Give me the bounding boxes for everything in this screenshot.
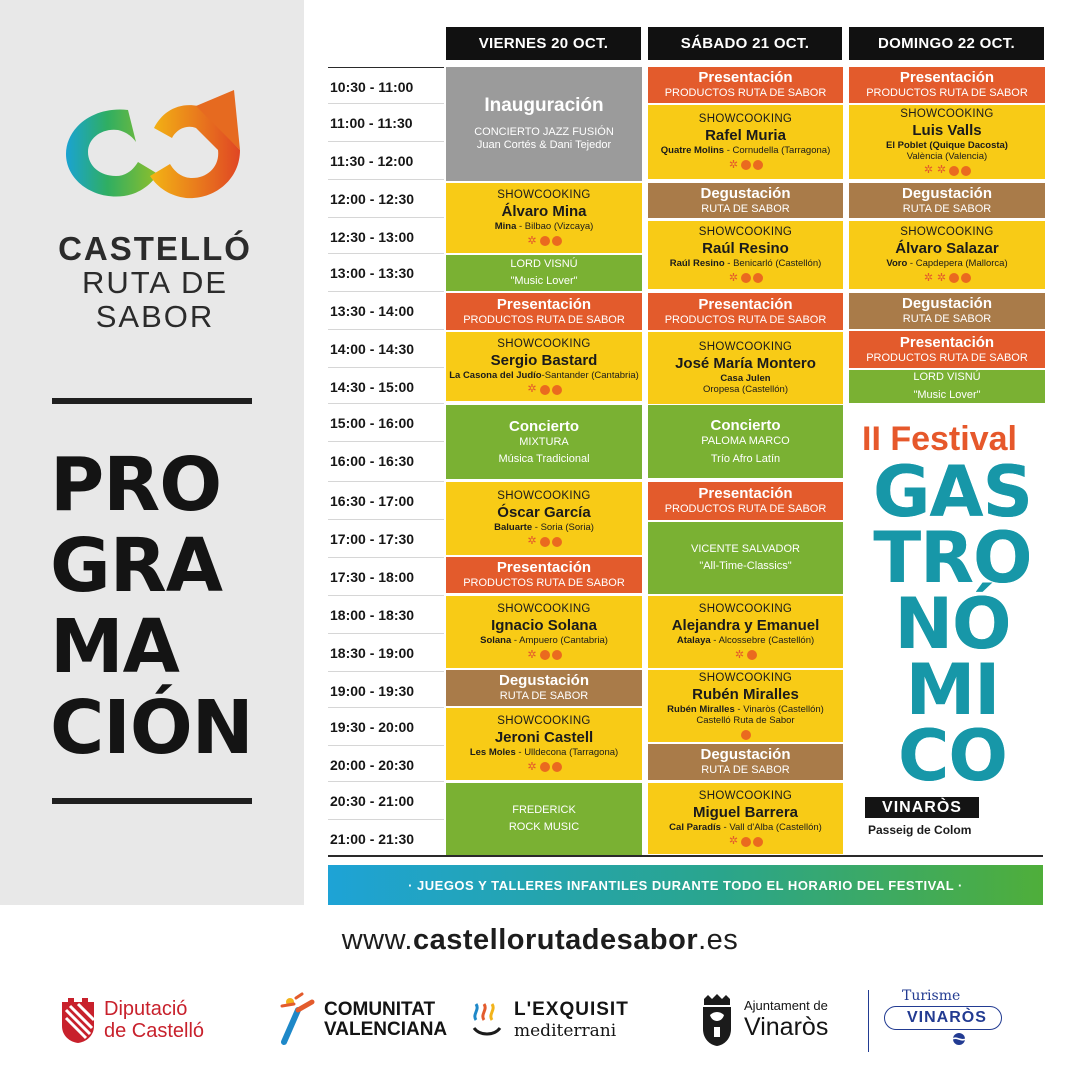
award-icons <box>923 273 971 284</box>
diputacio-line-2: de Castelló <box>104 1020 205 1042</box>
event-title: Concierto <box>508 417 579 435</box>
festival-edition: II Festival <box>862 420 1017 458</box>
kids-activities-banner: · JUEGOS Y TALLERES INFANTILES DURANTE TODO EL HORARIO DEL FESTIVAL · <box>328 865 1043 905</box>
event-location: - Ulldecona (Tarragona) <box>515 747 619 759</box>
event-title: Degustación <box>498 672 589 690</box>
repsol-sun-icon <box>540 236 550 246</box>
repsol-sun-icon <box>741 837 751 847</box>
repsol-sun-icon <box>753 160 763 170</box>
event-tag: SHOWCOOKING <box>698 113 793 126</box>
event-title: Degustación <box>700 184 791 202</box>
event-line-1: PRODUCTOS RUTA DE SABOR <box>463 577 625 590</box>
event-restaurant: Baluarte <box>494 521 533 533</box>
sponsor-divider <box>868 990 869 1052</box>
repsol-sun-icon <box>540 385 550 395</box>
event-line-2: Juan Cortés & Dani Tejedor <box>476 139 612 152</box>
brand-line-1: CASTELLÓ <box>58 230 252 267</box>
event-line-1: RUTA DE SABOR <box>701 202 790 215</box>
festival-word-5: CO <box>898 715 1007 797</box>
event-title: Raúl Resino <box>702 240 789 258</box>
sponsor-comunitat-valenciana <box>278 988 447 1052</box>
event-venue <box>661 145 830 156</box>
repsol-sun-icon <box>741 160 751 170</box>
award-icons <box>527 762 562 773</box>
event-line-2: "Music Lover" <box>913 388 981 401</box>
event-line-1: FREDERICK <box>512 803 576 816</box>
event-line-1: PRODUCTOS RUTA DE SABOR <box>664 313 827 326</box>
day-header-sunday: DOMINGO 22 OCT. <box>849 27 1044 60</box>
event-tag: SHOWCOOKING <box>497 189 591 202</box>
sponsor-diputacio <box>60 988 204 1052</box>
time-slot: 14:30 - 15:00 <box>328 367 444 405</box>
event-title: Inauguración <box>484 95 604 117</box>
event-green[interactable] <box>446 783 642 855</box>
event-restaurant: Raúl Resino <box>669 258 725 270</box>
event-title: Álvaro Mina <box>501 203 587 221</box>
time-slot: 20:30 - 21:00 <box>328 781 444 819</box>
event-tag: SHOWCOOKING <box>698 789 793 802</box>
event-line-1: PRODUCTOS RUTA DE SABOR <box>664 87 827 100</box>
event-line-1: MIXTURA <box>519 435 569 448</box>
event-tag: SHOWCOOKING <box>698 603 793 616</box>
michelin-star-icon: ✲ <box>936 271 947 284</box>
event-line-2: ROCK MUSIC <box>508 821 580 833</box>
event-venue <box>494 522 594 533</box>
event-title: Concierto <box>710 417 781 435</box>
time-slot: 11:00 - 11:30 <box>328 103 444 141</box>
event-degustacion[interactable] <box>648 183 843 218</box>
time-slot: 18:30 - 19:00 <box>328 633 444 671</box>
event-title: Degustación <box>700 746 791 764</box>
event-line-1: LORD VISNÚ <box>913 371 981 384</box>
award-icons <box>728 273 763 284</box>
michelin-star-icon: ✲ <box>527 648 537 661</box>
repsol-sun-icon <box>949 273 959 283</box>
repsol-sun-icon <box>552 650 562 660</box>
event-title: Sergio Bastard <box>490 351 598 369</box>
michelin-star-icon: ✲ <box>734 648 745 661</box>
event-venue <box>886 140 1008 151</box>
event-presentacion[interactable] <box>648 67 843 103</box>
award-icons <box>527 536 562 547</box>
event-venue <box>449 370 639 381</box>
brand-name <box>20 232 290 334</box>
event-location: - Benicarló (Castellón) <box>724 258 822 270</box>
time-slot: 16:00 - 16:30 <box>328 441 444 479</box>
event-tag: SHOWCOOKING <box>497 715 591 728</box>
repsol-sun-icon <box>540 537 550 547</box>
comunitat-valenciana-icon <box>278 992 320 1048</box>
event-showcooking[interactable] <box>648 783 843 854</box>
event-title: Rubén Miralles <box>692 685 799 703</box>
programacion-line-2: GRA <box>50 523 222 609</box>
event-venue <box>669 822 822 833</box>
time-slot: 18:00 - 18:30 <box>328 595 444 633</box>
event-showcooking[interactable] <box>446 183 642 253</box>
award-icons <box>527 236 562 247</box>
repsol-sun-icon <box>552 537 562 547</box>
event-venue <box>670 258 822 269</box>
michelin-star-icon: ✲ <box>527 760 537 773</box>
event-restaurant: El Poblet (Quique Dacosta) <box>886 139 1008 151</box>
event-title: Presentación <box>496 559 592 577</box>
event-showcooking[interactable] <box>648 332 843 404</box>
day-header-friday: VIERNES 20 OCT. <box>446 27 641 60</box>
sponsor-lexquisit <box>470 988 629 1052</box>
event-line-1: LORD VISNÚ <box>510 257 578 270</box>
event-location: -Santander (Cantabria) <box>541 369 639 381</box>
turisme-line-1: Turisme <box>902 988 961 1004</box>
event-title: Presentación <box>899 333 995 351</box>
programacion-line-1: PRO <box>50 442 222 528</box>
michelin-star-icon: ✲ <box>527 383 537 396</box>
time-slot: 12:30 - 13:00 <box>328 217 444 255</box>
event-title: Alejandra y Emanuel <box>671 617 820 635</box>
event-location: - Capdepera (Mallorca) <box>907 258 1008 270</box>
event-degustacion[interactable] <box>446 670 642 706</box>
event-location: - Ampuero (Cantabria) <box>511 635 608 647</box>
time-slot: 10:30 - 11:00 <box>328 67 444 105</box>
event-green[interactable] <box>849 370 1045 403</box>
repsol-sun-icon <box>552 236 562 246</box>
programacion-line-3: MA <box>50 604 179 690</box>
lexquisit-waves-icon <box>470 1000 504 1040</box>
event-venue <box>480 635 608 646</box>
repsol-sun-icon <box>741 273 751 283</box>
time-slot: 19:30 - 20:00 <box>328 707 444 745</box>
event-line-1: CONCIERTO JAZZ FUSIÓN <box>474 126 614 139</box>
time-slot: 20:00 - 20:30 <box>328 745 444 783</box>
website-prefix: www. <box>341 924 413 956</box>
event-venue <box>495 221 594 232</box>
repsol-sun-icon <box>552 762 562 772</box>
repsol-sun-icon <box>961 166 971 176</box>
michelin-star-icon: ✲ <box>728 271 739 284</box>
michelin-star-icon: ✲ <box>923 271 934 284</box>
event-location-2: Castelló Ruta de Sabor <box>696 714 795 726</box>
turisme-line-2: VINARÒS <box>907 1009 987 1026</box>
event-venue <box>886 258 1007 269</box>
event-showcooking[interactable] <box>446 596 642 668</box>
event-title: Degustación <box>901 295 992 313</box>
event-venue <box>677 635 814 646</box>
festival-word-2: TRO <box>873 517 1032 599</box>
event-presentacion[interactable] <box>849 67 1045 103</box>
website-link[interactable] <box>0 924 1080 957</box>
event-line-2: "All-Time-Classics" <box>699 560 792 572</box>
time-slot: 12:00 - 12:30 <box>328 179 444 217</box>
turisme-wave-icon <box>946 1032 972 1046</box>
michelin-star-icon: ✲ <box>728 835 739 848</box>
event-tag: SHOWCOOKING <box>698 671 793 684</box>
repsol-sun-icon <box>540 650 550 660</box>
michelin-star-icon: ✲ <box>527 234 537 247</box>
event-tag: SHOWCOOKING <box>497 489 591 502</box>
event-presentacion[interactable] <box>849 331 1045 368</box>
event-presentacion[interactable] <box>446 293 642 330</box>
award-icons <box>728 836 763 847</box>
event-restaurant: Atalaya <box>676 635 711 647</box>
event-line-1: PRODUCTOS RUTA DE SABOR <box>866 351 1028 364</box>
michelin-star-icon: ✲ <box>728 158 739 171</box>
event-restaurant: Mina <box>494 221 517 233</box>
event-green[interactable] <box>648 405 843 478</box>
event-line-1: PALOMA MARCO <box>701 435 790 448</box>
diputacio-shield-icon <box>60 996 96 1044</box>
repsol-sun-icon <box>747 650 757 660</box>
ajuntament-line-1: Ajuntament de <box>744 998 828 1013</box>
event-location-2: Oropesa (Castellón) <box>702 383 788 395</box>
event-presentacion[interactable] <box>446 557 642 593</box>
event-restaurant: Cal Paradís <box>669 821 721 833</box>
michelin-star-icon: ✲ <box>527 535 537 548</box>
event-degustacion[interactable] <box>849 183 1045 218</box>
day-header-saturday: SÁBADO 21 OCT. <box>648 27 842 60</box>
festival-venue: Passeig de Colom <box>868 823 972 837</box>
event-showcooking[interactable] <box>648 221 843 289</box>
event-line-1: RUTA DE SABOR <box>902 202 992 215</box>
event-restaurant: Casa Julen <box>720 372 771 384</box>
diputacio-line-1: Diputació <box>104 998 188 1020</box>
schedule-bottom-rule <box>328 855 1043 857</box>
lexquisit-line-1: L'EXQUISIT <box>514 999 629 1020</box>
event-presentacion[interactable] <box>648 482 843 520</box>
event-title: Presentación <box>899 69 995 87</box>
time-slot: 17:00 - 17:30 <box>328 519 444 557</box>
event-showcooking[interactable] <box>648 596 843 668</box>
event-title: Degustación <box>901 184 992 202</box>
ajuntament-line-2: Vinaròs <box>744 1013 829 1041</box>
event-green[interactable] <box>446 255 642 291</box>
event-line-1: RUTA DE SABOR <box>701 764 790 777</box>
website-suffix: .es <box>698 924 739 956</box>
event-location-2: València (Valencia) <box>906 150 988 162</box>
event-restaurant: Voro <box>886 258 908 270</box>
event-line-1: RUTA DE SABOR <box>902 313 992 326</box>
event-line-1: PRODUCTOS RUTA DE SABOR <box>866 87 1028 100</box>
event-tag: SHOWCOOKING <box>698 340 793 353</box>
vinaros-coat-of-arms-icon <box>700 993 734 1047</box>
award-icons <box>527 650 562 661</box>
event-title: Miguel Barrera <box>692 803 799 821</box>
festival-word-3: NÓ <box>894 583 1011 665</box>
event-title: Presentación <box>698 69 793 87</box>
website-name: castellorutadesabor <box>413 924 699 956</box>
time-slot: 17:30 - 18:00 <box>328 557 444 595</box>
divider-top <box>52 398 252 404</box>
event-title: Álvaro Salazar <box>895 240 999 258</box>
repsol-sun-icon <box>741 730 751 740</box>
divider-bottom <box>52 798 252 804</box>
event-showcooking[interactable] <box>849 105 1045 179</box>
event-line-1: VICENTE SALVADOR <box>690 542 800 555</box>
festival-word-1: GAS <box>872 451 1033 533</box>
award-icons <box>923 165 971 176</box>
event-venue <box>470 747 618 758</box>
event-showcooking[interactable] <box>446 708 642 780</box>
programacion-line-4: CIÓN <box>50 685 253 771</box>
event-tag: SHOWCOOKING <box>900 226 994 239</box>
event-grey[interactable] <box>446 67 642 181</box>
event-location: - Vinaròs (Castellón) <box>734 703 824 715</box>
time-slot: 14:00 - 14:30 <box>328 329 444 367</box>
event-location: - Bilbao (Vizcaya) <box>516 221 594 233</box>
event-venue <box>720 373 770 384</box>
event-restaurant: Rubén Miralles <box>667 703 735 715</box>
michelin-star-icon: ✲ <box>936 164 947 177</box>
event-showcooking[interactable] <box>446 482 642 555</box>
festival-city: VINARÒS <box>865 797 979 818</box>
time-slot: 11:30 - 12:00 <box>328 141 444 179</box>
event-restaurant: Quatre Molins <box>660 145 725 157</box>
event-degustacion[interactable] <box>849 293 1045 329</box>
time-slot: 16:30 - 17:00 <box>328 481 444 519</box>
time-slot: 13:00 - 13:30 <box>328 253 444 291</box>
event-venue <box>667 704 824 715</box>
event-line-2: "Music Lover" <box>510 275 578 287</box>
event-restaurant: Les Moles <box>469 747 516 759</box>
event-title: Rafel Muria <box>705 127 786 145</box>
event-green[interactable] <box>446 405 642 479</box>
event-title: José María Montero <box>675 354 816 372</box>
event-line-1: RUTA DE SABOR <box>499 690 589 703</box>
festival-title <box>860 420 1045 797</box>
event-location: - Cornudella (Tarragona) <box>724 145 831 157</box>
event-line-2: Trío Afro Latín <box>710 452 781 465</box>
event-title: Presentación <box>496 295 592 313</box>
repsol-sun-icon <box>949 166 959 176</box>
brand-line-3: SABOR <box>95 299 215 334</box>
time-slot: 15:00 - 16:00 <box>328 403 444 441</box>
castello-ruta-logo-icon <box>58 88 250 210</box>
programacion-title <box>50 442 300 771</box>
event-showcooking[interactable] <box>446 332 642 401</box>
award-icons <box>527 384 562 395</box>
repsol-sun-icon <box>753 837 763 847</box>
event-tag: SHOWCOOKING <box>497 337 591 350</box>
event-title: Presentación <box>698 295 793 313</box>
sponsor-ajuntament-vinaros <box>700 988 828 1052</box>
award-icons <box>734 650 757 661</box>
event-restaurant: La Casona del Judío <box>449 369 542 381</box>
event-tag: SHOWCOOKING <box>497 603 591 616</box>
event-line-2: Música Tradicional <box>498 453 590 465</box>
time-slot: 13:30 - 14:00 <box>328 291 444 329</box>
time-slot: 21:00 - 21:30 <box>328 819 444 857</box>
award-icons <box>728 160 763 171</box>
comunitat-line-2: VALENCIANA <box>324 1019 448 1040</box>
event-location: - Soria (Soria) <box>532 521 594 533</box>
award-icons <box>741 729 751 740</box>
event-showcooking[interactable] <box>648 670 843 742</box>
repsol-sun-icon <box>540 762 550 772</box>
event-restaurant: Solana <box>480 635 512 647</box>
event-degustacion[interactable] <box>648 744 843 780</box>
event-tag: SHOWCOOKING <box>698 226 793 239</box>
event-location: - Alcossebre (Castellón) <box>710 635 815 647</box>
event-title: Presentación <box>698 485 793 503</box>
event-green[interactable] <box>648 522 843 594</box>
event-tag: SHOWCOOKING <box>900 107 994 120</box>
michelin-star-icon: ✲ <box>923 164 934 177</box>
festival-word <box>860 451 1045 797</box>
event-showcooking[interactable] <box>648 105 843 179</box>
event-title: Óscar García <box>497 503 591 521</box>
repsol-sun-icon <box>552 385 562 395</box>
event-title: Ignacio Solana <box>491 617 597 635</box>
event-title: Jeroni Castell <box>494 729 594 747</box>
event-location: - Vall d'Alba (Castellón) <box>720 821 822 833</box>
event-line-1: PRODUCTOS RUTA DE SABOR <box>664 503 827 516</box>
repsol-sun-icon <box>753 273 763 283</box>
event-title: Luis Valls <box>912 121 982 139</box>
repsol-sun-icon <box>961 273 971 283</box>
event-line-1: PRODUCTOS RUTA DE SABOR <box>463 313 625 326</box>
sponsor-turisme-vinaros <box>884 988 1002 1052</box>
event-showcooking[interactable] <box>849 221 1045 289</box>
comunitat-line-1: COMUNITAT <box>324 999 436 1020</box>
festival-word-4: MI <box>905 649 1000 731</box>
event-presentacion[interactable] <box>648 293 843 330</box>
brand-line-2: RUTA DE <box>81 265 229 300</box>
time-slot: 19:00 - 19:30 <box>328 671 444 709</box>
lexquisit-line-2: mediterrani <box>514 1021 617 1041</box>
